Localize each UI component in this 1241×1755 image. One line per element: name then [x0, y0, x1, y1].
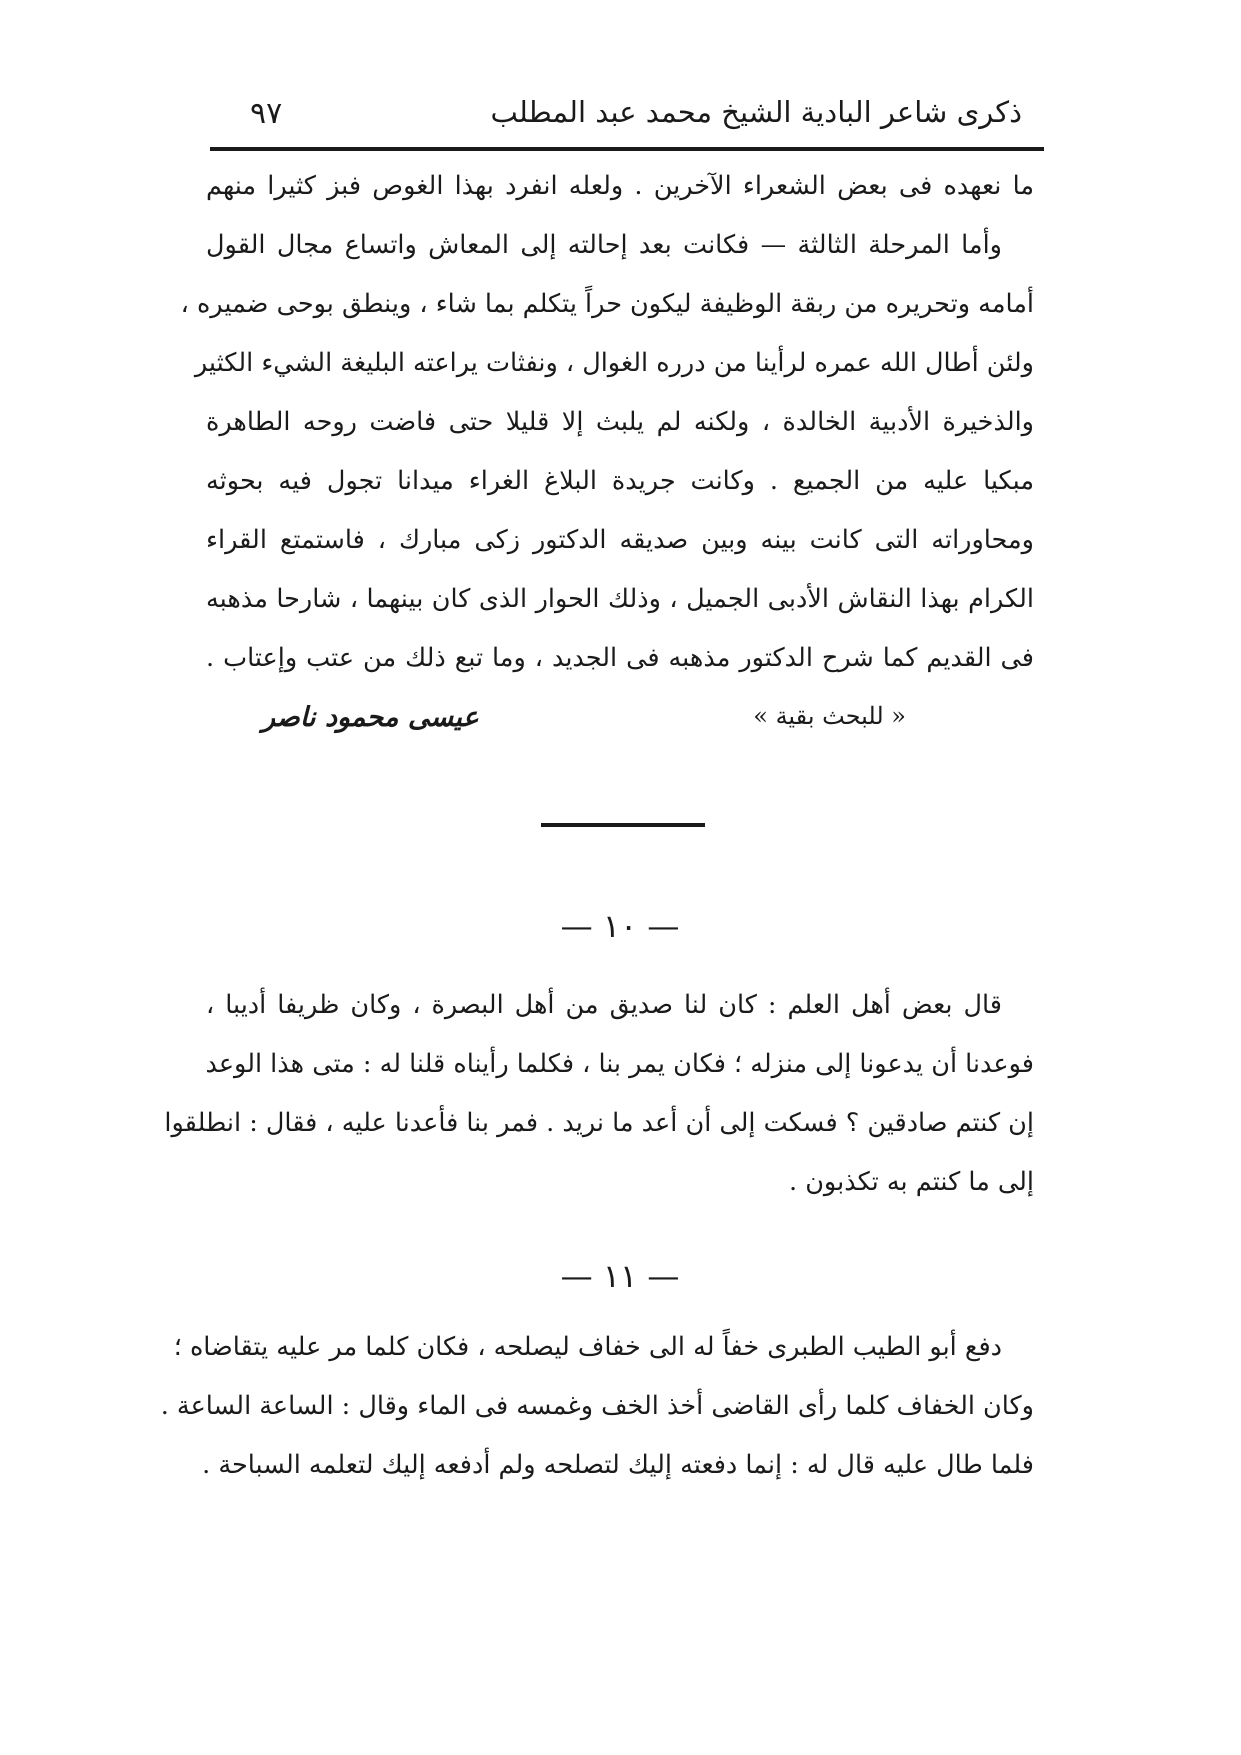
text-line: فلما طال عليه قال له : إنما دفعته إليك لتصلحه ولم أدفعه إليك لتعلمه السباحة .	[202, 1450, 1034, 1480]
text-line: ومحاوراته التى كانت بينه وبين صديقه الدكتور زكى مبارك ، فاستمتع القراء	[206, 525, 1034, 555]
signature-row	[206, 693, 1034, 743]
text-line: وكان الخفاف كلما رأى القاضى أخذ الخف وغمسه فى الماء وقال : الساعة الساعة .	[160, 1391, 1034, 1421]
header-rule	[210, 147, 1044, 151]
running-title: ذكرى شاعر البادية الشيخ محمد عبد المطلب	[490, 95, 1022, 129]
anecdote-paragraph	[164, 976, 1034, 1212]
text-line: الكرام بهذا النقاش الأدبى الجميل ، وذلك الحوار الذى كان بينهما ، شارحا مذهبه	[206, 584, 1034, 614]
text-line: فوعدنا أن يدعونا إلى منزله ؛ فكان يمر بنا ، فكلما رأيناه قلنا له : متى هذا الوعد	[205, 1049, 1034, 1079]
section-number: — ١١ —	[560, 1257, 680, 1295]
article-paragraph	[180, 157, 1034, 688]
section-number: — ١٠ —	[560, 907, 680, 945]
text-line: ما نعهده فى بعض الشعراء الآخرين . ولعله انفرد بهذا الغوص فبز كثيرا منهم	[206, 171, 1034, 201]
text-line: إلى ما كنتم به تكذبون .	[788, 1167, 1034, 1197]
text-line: وأما المرحلة الثالثة — فكانت بعد إحالته إلى المعاش واتساع مجال القول	[206, 230, 1002, 260]
text-line: فى القديم كما شرح الدكتور مذهبه فى الجديد ، وما تبع ذلك من عتب وإعتاب .	[206, 643, 1034, 673]
author-signature: عيسى محمود ناصر	[262, 702, 479, 733]
text-line: دفع أبو الطيب الطبرى خفاً له الى خفاف ليصلحه ، فكان كلما مر عليه يتقاضاه ؛	[173, 1332, 1002, 1362]
text-line: إن كنتم صادقين ؟ فسكت إلى أن أعد ما نريد . فمر بنا فأعدنا عليه ، فقال : انطلقوا	[164, 1108, 1034, 1138]
page-number: ٩٧	[250, 96, 283, 131]
text-line: والذخيرة الأدبية الخالدة ، ولكنه لم يلبث إلا قليلا حتى فاضت روحه الطاهرة	[206, 407, 1034, 437]
text-line: ولئن أطال الله عمره لرأينا من درره الغوال ، ونفثات يراعته البليغة الشيء الكثير	[194, 348, 1034, 378]
section-separator	[541, 823, 705, 827]
text-line: قال بعض أهل العلم : كان لنا صديق من أهل البصرة ، وكان ظريفا أديبا ،	[206, 990, 1002, 1020]
page-header	[210, 88, 1042, 140]
text-line: أمامه وتحريره من ربقة الوظيفة ليكون حراً يتكلم بما شاء ، وينطق بوحى ضميره ،	[180, 289, 1034, 319]
anecdote-paragraph	[160, 1318, 1034, 1495]
to-be-continued-note: « للبحث بقية »	[753, 702, 906, 730]
text-line: مبكيا عليه من الجميع . وكانت جريدة البلاغ الغراء ميدانا تجول فيه بحوثه	[206, 466, 1034, 496]
